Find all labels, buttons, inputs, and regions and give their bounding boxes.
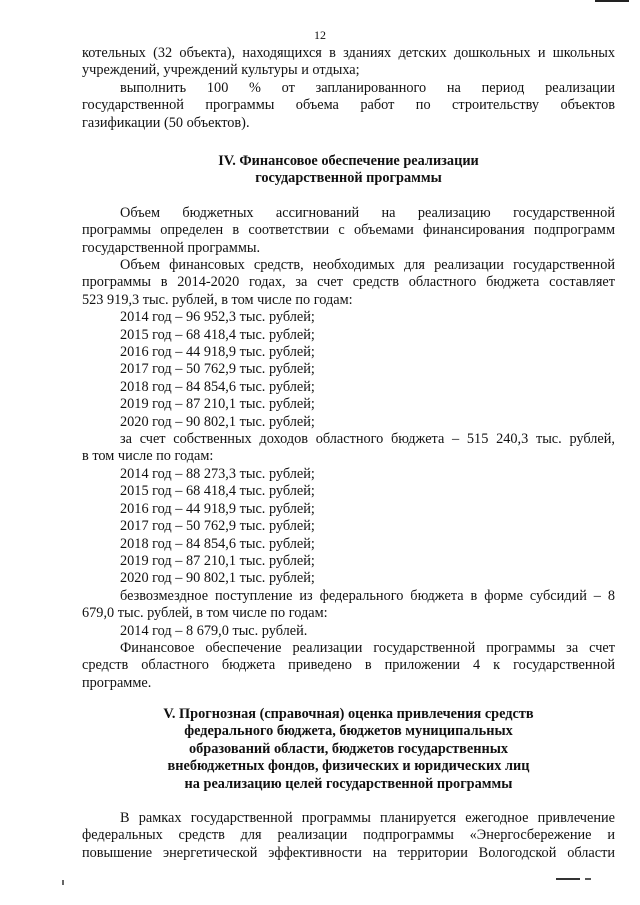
text-line: государственной программы объема работ по строительству объектов bbox=[82, 97, 615, 114]
heading-line: на реализацию целей государственной программы bbox=[184, 775, 513, 792]
heading-line: федерального бюджета, бюджетов муниципальных bbox=[184, 723, 513, 740]
text-line: выполнить 100 % от запланированного на период реализации bbox=[120, 80, 615, 96]
text-line: за счет собственных доходов областного бюджета – 515 240,3 тыс. рублей, bbox=[120, 431, 615, 448]
section-heading-iv bbox=[82, 153, 615, 188]
text-line: Объем финансовых средств, необходимых для реализации государственной bbox=[120, 257, 615, 273]
text-line: Финансовое обеспечение реализации государственной программы за счет bbox=[120, 639, 615, 656]
heading-line: государственной программы bbox=[255, 170, 442, 187]
text-line: котельных (32 объекта), находящихся в зданиях детских дошкольных и школьных bbox=[82, 45, 615, 61]
paragraph-boilers bbox=[82, 45, 615, 80]
scan-mark bbox=[585, 878, 591, 880]
text-line: В рамках государственной программы планируется ежегодное привлечение bbox=[120, 810, 615, 826]
text-line: федеральных средств для реализации подпрограммы «Энергосбережение и bbox=[82, 827, 615, 844]
year-line: 2016 год – 44 918,9 тыс. рублей; bbox=[120, 344, 315, 361]
paragraph-gasification bbox=[82, 80, 615, 132]
text-line: государственной программы. bbox=[82, 239, 261, 256]
heading-line: V. Прогнозная (справочная) оценка привлечения средств bbox=[163, 706, 534, 722]
year-line: 2014 год – 96 952,3 тыс. рублей; bbox=[120, 309, 315, 326]
text-line: программы в 2014-2020 годах, за счет средств областного бюджета составляет bbox=[82, 274, 615, 291]
text-line: программе. bbox=[82, 674, 152, 691]
text-line: в том числе по годам: bbox=[82, 448, 214, 465]
heading-line: внебюджетных фондов, физических и юридических лиц bbox=[167, 758, 530, 775]
text-line: 523 919,3 тыс. рублей, в том числе по годам: bbox=[82, 291, 353, 308]
text-line: учреждений, учреждений культуры и отдыха; bbox=[82, 62, 360, 79]
heading-line: IV. Финансовое обеспечение реализации bbox=[218, 153, 479, 169]
heading-line: образований области, бюджетов государственных bbox=[188, 740, 509, 757]
year-line: 2015 год – 68 418,4 тыс. рублей; bbox=[120, 326, 315, 343]
paragraph-federal-funds bbox=[82, 810, 615, 862]
text-line: 679,0 тыс. рублей, в том числе по годам: bbox=[82, 605, 328, 622]
scan-mark bbox=[556, 878, 580, 880]
year-line: 2019 год – 87 210,1 тыс. рублей; bbox=[120, 552, 315, 569]
section-heading-v bbox=[82, 706, 615, 793]
paragraph-financing bbox=[82, 257, 615, 692]
text-line: газификации (50 объектов). bbox=[82, 114, 250, 131]
year-line: 2018 год – 84 854,6 тыс. рублей; bbox=[120, 535, 315, 552]
text-line: средств областного бюджета приведено в приложении 4 к государственной bbox=[82, 657, 615, 674]
scan-mark bbox=[595, 0, 629, 2]
text-line: программы определен в соответствии с объемами финансирования подпрограмм bbox=[82, 222, 615, 239]
text-line: Объем бюджетных ассигнований на реализацию государственной bbox=[120, 205, 615, 221]
year-line: 2017 год – 50 762,9 тыс. рублей; bbox=[120, 361, 315, 378]
year-line: 2020 год – 90 802,1 тыс. рублей; bbox=[120, 413, 315, 430]
text-line: повышение энергетической эффективности на территории Вологодской области bbox=[82, 844, 615, 861]
page-number: 12 bbox=[314, 28, 326, 42]
year-line: 2020 год – 90 802,1 тыс. рублей; bbox=[120, 570, 315, 587]
year-line: 2018 год – 84 854,6 тыс. рублей; bbox=[120, 378, 315, 395]
paragraph-budget-volume bbox=[82, 205, 615, 257]
year-line: 2017 год – 50 762,9 тыс. рублей; bbox=[120, 518, 315, 535]
text-line: безвозмездное поступление из федерального бюджета в форме субсидий – 8 bbox=[120, 587, 615, 604]
year-line: 2019 год – 87 210,1 тыс. рублей; bbox=[120, 396, 315, 413]
year-line: 2014 год – 88 273,3 тыс. рублей; bbox=[120, 465, 315, 482]
year-line: 2014 год – 8 679,0 тыс. рублей. bbox=[120, 622, 308, 639]
year-line: 2015 год – 68 418,4 тыс. рублей; bbox=[120, 483, 315, 500]
scan-mark bbox=[62, 880, 64, 885]
year-line: 2016 год – 44 918,9 тыс. рублей; bbox=[120, 500, 315, 517]
